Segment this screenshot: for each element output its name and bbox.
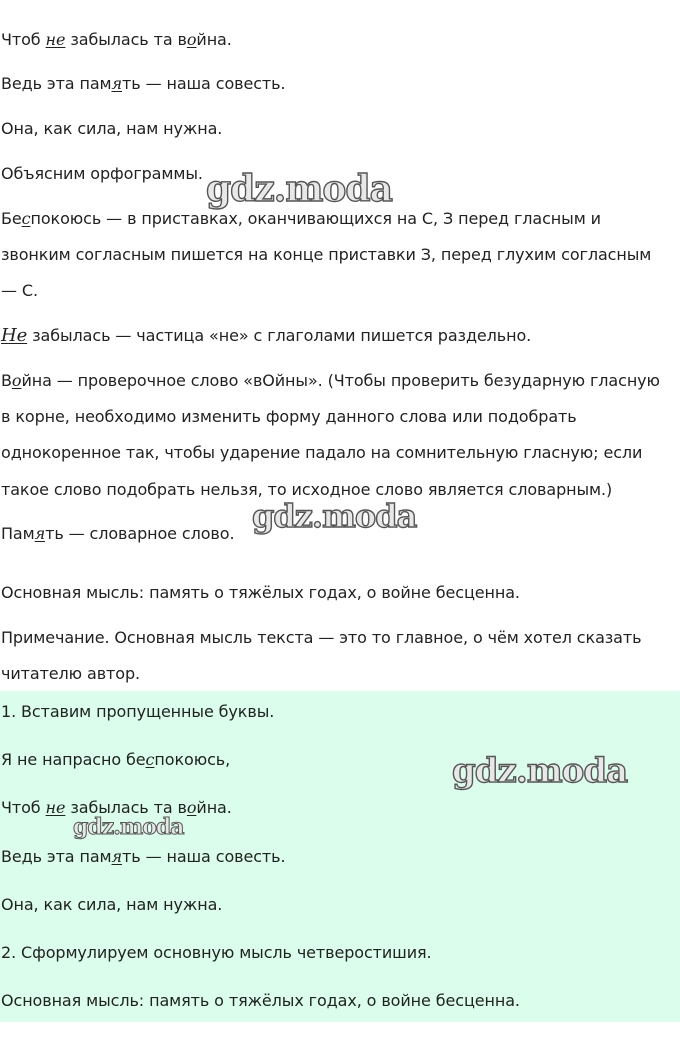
bes-explanation-1 xyxy=(1,209,601,229)
voina-explanation-4: такое слово подобрать нельзя, то исходное слово является словарным.) xyxy=(1,480,613,499)
voina-explanation-3: однокоренное так, чтобы ударение падало на сомнительную гласную; если xyxy=(1,443,643,462)
text-fragment: забылась та в xyxy=(65,30,187,49)
highlighted-letters: я xyxy=(111,74,123,93)
text-fragment: покоюсь — в приставках, оканчивающихся на С, З перед гласным и xyxy=(30,209,601,228)
highlighted-letters: я xyxy=(111,847,123,866)
text-fragment: В xyxy=(1,371,12,390)
bes-explanation-2: звонким согласным пишется на конце приставки З, перед глухим согласным xyxy=(1,245,652,264)
ne-explanation xyxy=(1,326,531,346)
bes-explanation-3: — С. xyxy=(1,281,38,300)
pamyat-explanation xyxy=(1,524,234,544)
text-fragment: Чтоб xyxy=(1,30,46,49)
orthography-heading: Объясним орфограммы. xyxy=(1,164,203,183)
text-fragment: Ведь эта пам xyxy=(1,74,112,93)
cropped-top-line xyxy=(0,0,240,2)
text-fragment: ть — словарное слово. xyxy=(45,524,235,543)
text-fragment: ть — наша совесть. xyxy=(122,847,286,866)
text-fragment: ть — наша совесть. xyxy=(122,74,286,93)
task-2-heading: 2. Сформулируем основную мысль четверостишия. xyxy=(1,943,432,962)
highlighted-letters: о xyxy=(186,30,197,49)
highlighted-letters: с xyxy=(145,750,155,769)
text-fragment: йна. xyxy=(196,30,232,49)
text-fragment: Пам xyxy=(1,524,35,543)
highlighted-letters: о xyxy=(11,371,22,390)
note-line-2: читателю автор. xyxy=(1,664,141,683)
poem-line-4: Она, как сила, нам нужна. xyxy=(1,119,223,138)
highlighted-letters: Не xyxy=(1,325,28,346)
text-fragment: Бе xyxy=(1,209,22,228)
voina-explanation-2: в корне, необходимо изменить форму данного слова или подобрать xyxy=(1,407,577,426)
task-1-heading: 1. Вставим пропущенные буквы. xyxy=(1,702,275,721)
watermark-logo: gdz.moda xyxy=(73,814,184,840)
main-idea: Основная мысль: память о тяжёлых годах, о войне бесценна. xyxy=(1,583,520,602)
highlighted-letters: о xyxy=(186,798,197,817)
voina-explanation-1 xyxy=(1,371,660,391)
text-fragment: йна — проверочное слово «вОйны». (Чтобы проверить безударную гласную xyxy=(21,371,660,390)
text-fragment: забылась та в xyxy=(65,798,187,817)
box-poem-line-3 xyxy=(1,847,285,867)
text-fragment: Ведь эта пам xyxy=(1,847,112,866)
highlighted-letters: я xyxy=(34,524,46,543)
watermark-logo: gdz.moda xyxy=(252,497,417,535)
poem-line-2 xyxy=(1,30,232,50)
text-fragment: Чтоб xyxy=(1,798,46,817)
box-poem-line-1 xyxy=(1,750,230,770)
text-fragment: забылась — частица «не» с глаголами пишется раздельно. xyxy=(27,326,532,345)
watermark-logo: gdz.moda xyxy=(452,751,628,791)
text-fragment: йна. xyxy=(196,798,232,817)
highlighted-letters: не xyxy=(45,30,66,49)
highlighted-letters: с xyxy=(21,209,31,228)
watermark-logo: gdz.moda xyxy=(206,168,392,210)
text-fragment: покоюсь, xyxy=(154,750,231,769)
box-poem-line-4: Она, как сила, нам нужна. xyxy=(1,895,223,914)
box-main-idea: Основная мысль: память о тяжёлых годах, о войне бесценна. xyxy=(1,991,520,1010)
highlighted-letters: не xyxy=(45,798,66,817)
text-fragment: Я не напрасно бе xyxy=(1,750,146,769)
poem-line-3 xyxy=(1,74,285,94)
note-line-1: Примечание. Основная мысль текста — это то главное, о чём хотел сказать xyxy=(1,628,642,647)
